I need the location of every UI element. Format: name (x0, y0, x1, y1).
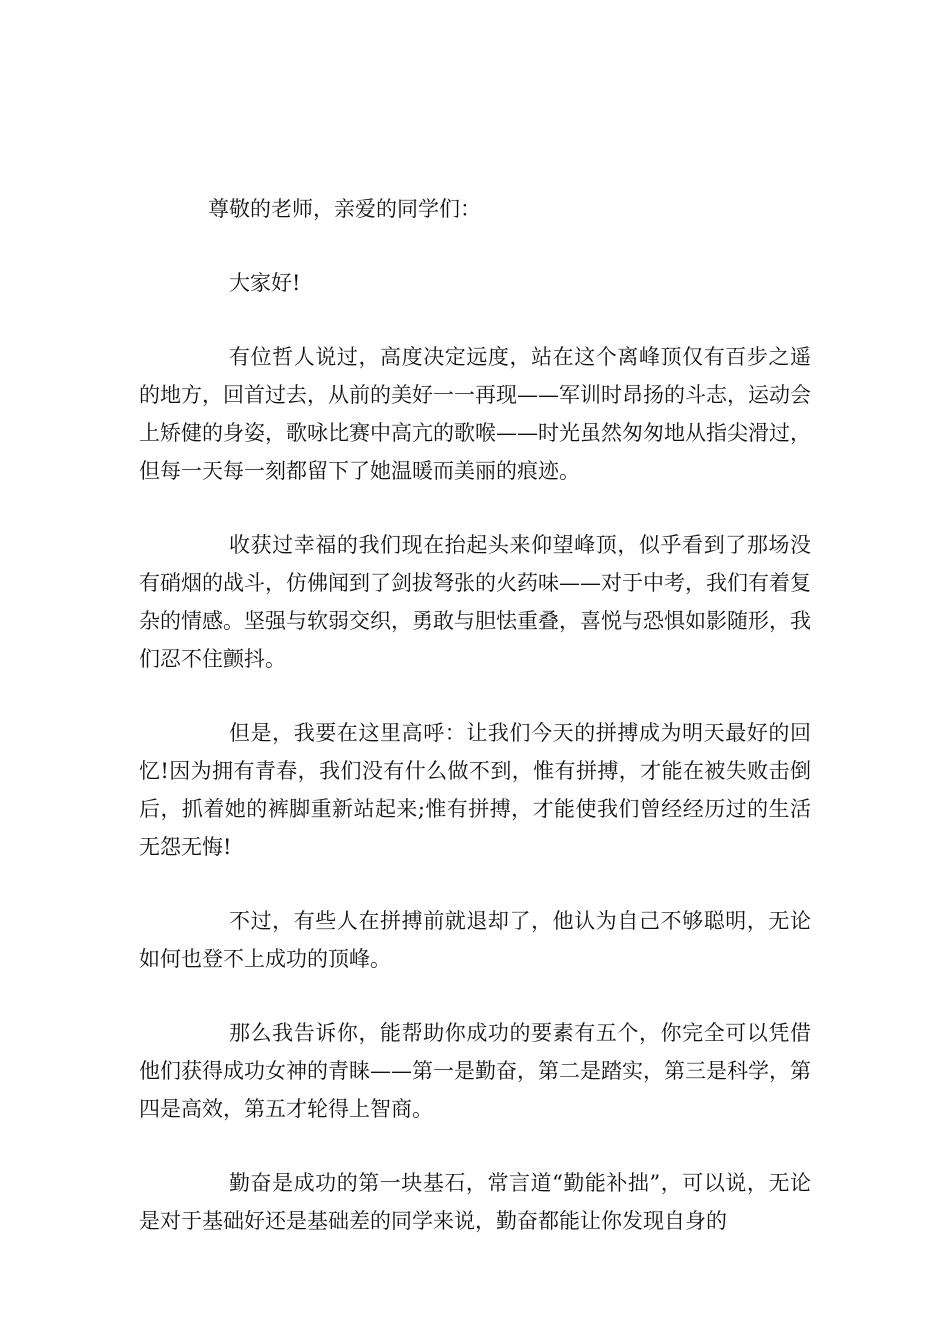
greeting: 大家好! (229, 271, 301, 295)
paragraph-3: 但是，我要在这里高呼：让我们今天的拼搏成为明天最好的回忆!因为拥有青春，我们没有什么做不到，惟有拼搏，才能在被失败击倒后，抓着她的裤脚重新站起来;惟有拼搏，才能使我们曾经经历过的生活无怨无悔! (139, 721, 811, 859)
paragraph-6: 勤奋是成功的第一块基石，常言道“勤能补拙”，可以说，无论是对于基础好还是基础差的同学来说，勤奋都能让你发现自身的 (139, 1171, 811, 1233)
paragraph-1: 有位哲人说过，高度决定远度，站在这个离峰顶仅有百步之遥的地方，回首过去，从前的美好一一再现——军训时昂扬的斗志，运动会上矫健的身姿，歌咏比赛中高亢的歌喉——时光虽然匆匆地从指尖滑过，但每一天每一刻都留下了她温暖而美丽的痕迹。 (139, 345, 811, 483)
paragraph-5: 那么我告诉你，能帮助你成功的要素有五个，你完全可以凭借他们获得成功女神的青睐——第一是勤奋，第二是踏实，第三是科学，第四是高效，第五才轮得上智商。 (139, 1021, 811, 1121)
speech-body (139, 190, 811, 1276)
salutation: 尊敬的老师，亲爱的同学们： (208, 197, 481, 221)
paragraph-2: 收获过幸福的我们现在抬起头来仰望峰顶，似乎看到了那场没有硝烟的战斗，仿佛闻到了剑拔弩张的火药味——对于中考，我们有着复杂的情感。坚强与软弱交织，勇敢与胆怯重叠，喜悦与恐惧如影随形，我们忍不住颤抖。 (139, 533, 811, 671)
paragraph-4: 不过，有些人在拼搏前就退却了，他认为自己不够聪明，无论如何也登不上成功的顶峰。 (139, 909, 811, 971)
